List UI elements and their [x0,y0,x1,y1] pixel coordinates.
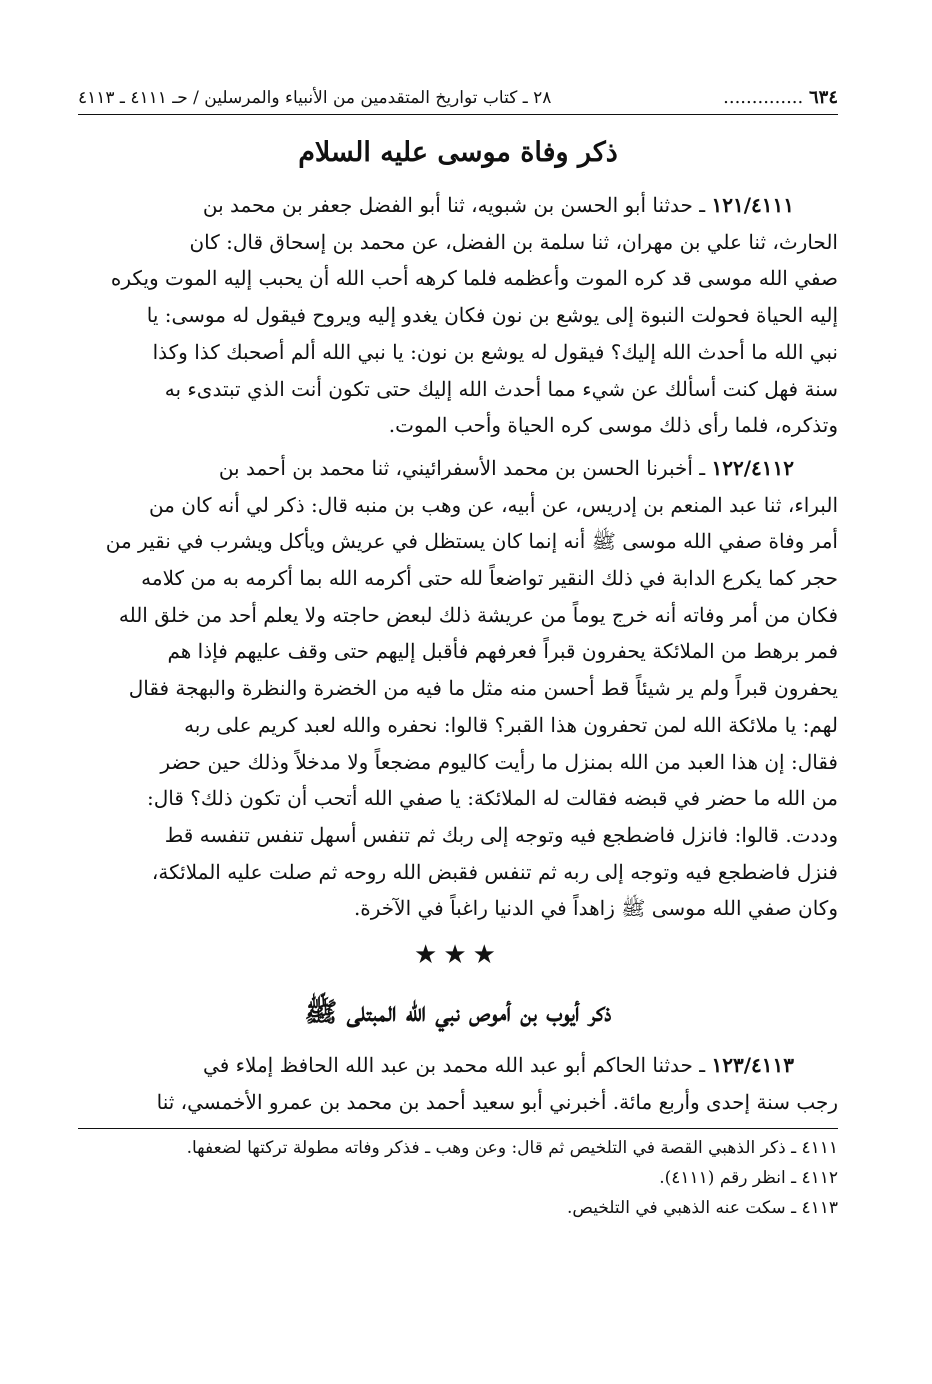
section-title-ayyub: ذكر أيوب بن أموص نبي الله المبتلى ﷺ [304,997,612,1029]
hadith-text-line: يحفرون قبراً ولم ير شيئاً قط أحسن منه مثل ما فيه من الخضرة والنظرة والبهجة فقال [128,676,838,701]
hadith-text-line: فقال: إن هذا العبد من الله بمنزل ما رأيت كاليوم مضجعاً ولا مدخلاً وذلك حين حضر [160,749,838,774]
hadith-text-line: فكان من أمر وفاته أنه خرج يوماً من عريشة ذلك لبعض حاجته ولا يعلم أحد من خلق الله [118,602,838,627]
hadith-text-line: البراء، ثنا عبد المنعم بن إدريس، عن أبيه، عن وهب بن منبه قال: ذكر لي أنه كان من [148,492,838,517]
hadith-text-line: رجب سنة إحدى وأربع مائة. أخبرني أبو سعيد أحمد بن محمد بن عمرو الأخمسي، ثنا [156,1089,838,1114]
hadith-4111 [78,187,838,444]
hadith-4113 [78,1047,838,1120]
hadith-text-line: ـ حدثنا أبو الحسن بن شبويه، ثنا أبو الفضل جعفر بن محمد بن [202,193,706,217]
hadith-4112 [78,450,838,927]
book-page [78,80,838,1223]
section-separator-stars: ★★★ [414,940,502,971]
hadith-text-line: لهم: يا ملائكة الله لمن تحفرون هذا القبر؟ قالوا: نحفره والله لعبد كريم على ربه [184,712,838,737]
hadith-text-line: فنزل فاضطجع فيه وتوجه إلى ربه ثم تنفس فقبض الله روحه ثم صلت عليه الملائكة، [151,859,838,884]
hadith-text-line: من الله ما حضر في قبضه فقالت له الملائكة: يا صفي الله أتحب أن تكون ذلك؟ قال: [147,786,838,811]
section-title-moses-death: ذكر وفاة موسى عليه السلام [298,137,618,168]
hadith-text-line: وكان صفي الله موسى ﷺ زاهداً في الدنيا راغباً في الآخرة. [353,896,838,921]
hadith-text-line: ـ أخبرنا الحسن بن محمد الأسفرائيني، ثنا محمد بن أحمد بن [218,455,706,480]
page-number: ٦٣٤ [808,87,838,108]
running-head-title: ٢٨ ـ كتاب تواريخ المتقدمين من الأنبياء والمرسلين / حـ ٤١١١ ـ ٤١١٣ [78,88,552,108]
hadith-text-line: صفي الله موسى قد كره الموت وأعظمه فلما كرهه أحب الله أن يحبب إليه الموت ويكره [110,266,838,291]
hadith-number: ١٢٣/٤١١٣ [711,1053,794,1078]
footnote-4112: ٤١١٢ ـ انظر رقم (٤١١١). [659,1168,838,1189]
hadith-number: ١٢١/٤١١١ [711,193,794,217]
hadith-text-line: حجر كما يكرع الدابة في ذلك النقير تواضعاً لله حتى أكرمه الله بما أكرمه به من كلامه [141,566,838,591]
footnote-4111: ٤١١١ ـ ذكر الذهبي القصة في التلخيص ثم قال: وعن وهب ـ فذكر وفاته مطولة تركتها لضعفها. [186,1138,838,1159]
hadith-text-line: فمر برهط من الملائكة يحفرون قبراً فعرفهم فأقبل إليهم حتى وقف عليهم فإذا هم [167,639,838,664]
running-head [78,80,838,115]
hadith-text-line: إليه الحياة فحولت النبوة إلى يوشع بن نون فكان يغدو إليه ويروح فيقول له موسى: يا [146,303,838,328]
hadith-text-line: الحارث، ثنا علي بن مهران، ثنا سلمة بن الفضل، عن محمد بن إسحاق قال: كان [189,229,838,254]
hadith-text-line: وتذكره، فلما رأى ذلك موسى كره الحياة وأحب الموت. [388,413,838,438]
hadith-text-line: وددت. قالوا: فانزل فاضطجع فيه وتوجه إلى ربك ثم تنفس أسهل تنفس تنفسه قط [164,822,838,847]
hadith-number: ١٢٢/٤١١٢ [711,455,794,480]
hadith-text-line: أمر وفاة صفي الله موسى ﷺ أنه إنما كان يستظل في عريش ويأكل ويشرب في نقير من [105,529,838,554]
leader-dots: .............. [723,87,804,108]
hadith-text-line: سنة فهل كنت أسألك عن شيء مما أحدث الله إليك حتى تكون أنت الذي تبتدىء به [164,376,838,401]
footnotes [78,1129,838,1223]
page-number-group [723,87,838,108]
hadith-text-line: نبي الله ما أحدث الله إليك؟ فيقول له يوشع بن نون: يا نبي الله ألم أصحبك كذا وكذا [152,339,838,364]
footnote-4113: ٤١١٣ ـ سكت عنه الذهبي في التلخيص. [566,1198,838,1219]
hadith-text-line: ـ حدثنا الحاكم أبو عبد الله محمد بن عبد الله الحافظ إملاء في [203,1053,706,1078]
